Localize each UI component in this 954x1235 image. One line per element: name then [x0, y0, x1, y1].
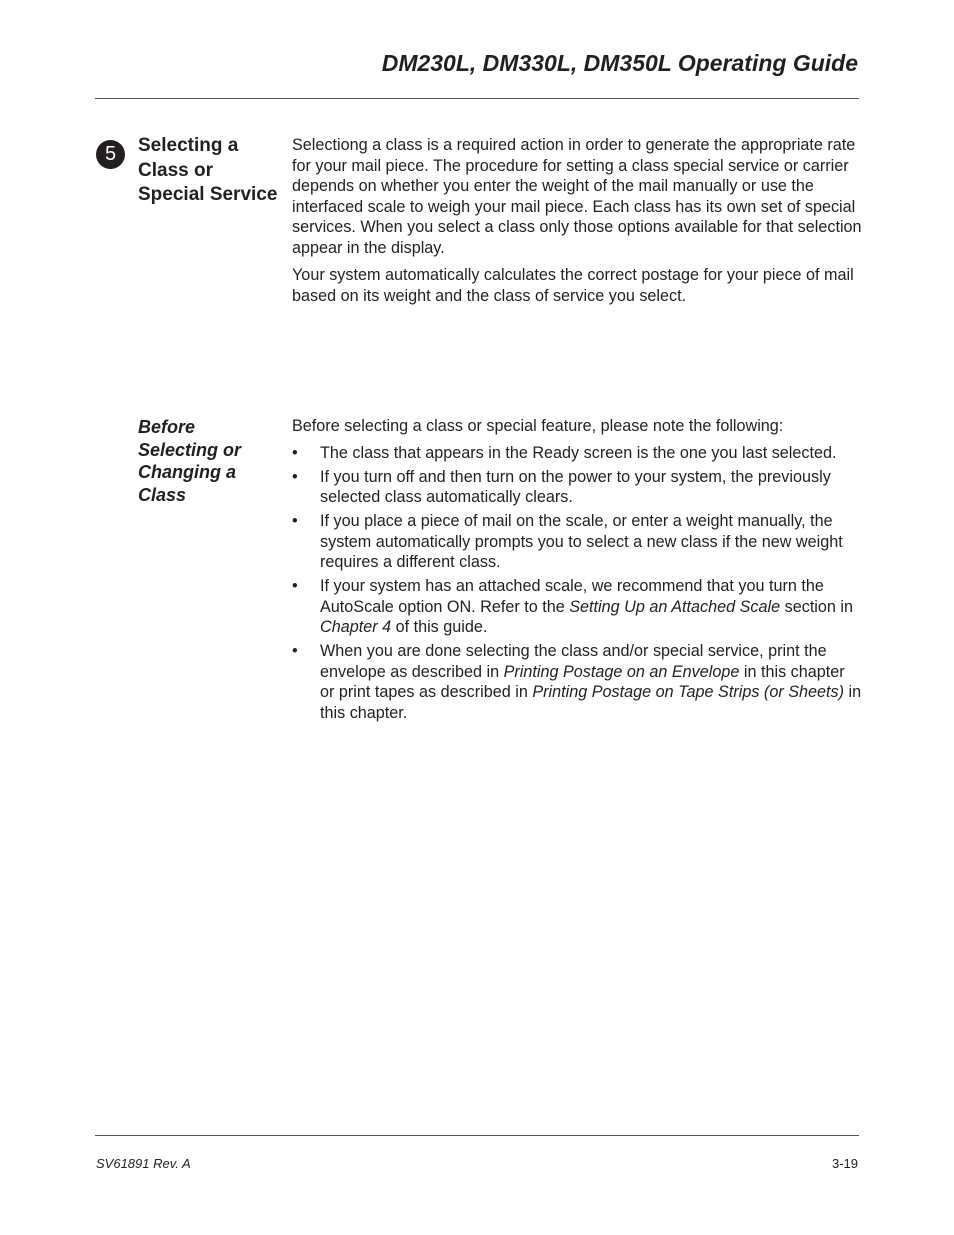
- bullet: •: [292, 512, 298, 530]
- text-run: in this chapter.: [320, 683, 862, 722]
- cross-reference: Setting Up an Attached Scale: [569, 597, 781, 616]
- text-run: in this chapter or print tapes as described in: [320, 662, 845, 701]
- bullet: •: [292, 443, 298, 462]
- cross-reference: Printing Postage on an Envelope: [503, 662, 740, 681]
- text-run: If your system has an attached scale, we recommend that you turn the AutoScale option ON. Refer to the: [320, 577, 824, 616]
- bullet: •: [292, 642, 298, 660]
- intro-paragraph: Selectiong a class is a required action in order to generate the appropriate rate for your mail piece. The procedure for setting a class special service or carrier depends on whether you enter the weight of the mail manually or use the interfaced scale to weigh your mail piece. Each class has its own set of special services. When you select a class only those options available for that selection appear in the display.: [292, 136, 862, 257]
- list-item-text: [320, 577, 853, 636]
- bullet: •: [292, 467, 298, 486]
- list-item-text: [320, 642, 861, 722]
- list-item-text: If you place a piece of mail on the scale, or enter a weight manually, the system automatically prompts you to select a new class if the new weight requires a different class.: [320, 512, 843, 571]
- notes-block: [292, 416, 862, 727]
- text-run: section in: [780, 597, 854, 616]
- page-header-title: DM230L, DM330L, DM350L Operating Guide: [381, 50, 858, 76]
- footer-divider: [95, 1135, 859, 1136]
- list-item: [292, 467, 862, 508]
- intro-paragraph: Your system automatically calculates the correct postage for your piece of mail based on its weight and the class of service you select.: [292, 266, 854, 305]
- footer-page-number: 3-19: [831, 1156, 858, 1171]
- subsection-heading: Before Selecting or Changing a Class: [138, 417, 242, 505]
- footer-doc-id: SV61891 Rev. A: [96, 1156, 191, 1171]
- list-item: [292, 443, 862, 464]
- cross-reference: Printing Postage on Tape Strips (or Sheets): [532, 683, 844, 701]
- list-item-text: The class that appears in the Ready screen is the one you last selected.: [320, 443, 837, 462]
- header-divider: [95, 98, 859, 99]
- bullet: •: [292, 577, 298, 595]
- section-intro: [292, 135, 862, 313]
- text-run: of this guide.: [391, 618, 488, 636]
- notes-lead: Before selecting a class or special feature, please note the following:: [292, 417, 784, 435]
- list-item: [292, 641, 862, 723]
- list-item: [292, 576, 862, 638]
- section-heading: Selecting a Class or Special Service: [138, 135, 278, 205]
- notes-list: [292, 443, 862, 724]
- list-item-text: If you turn off and then turn on the power to your system, the previously selected class automatically clears.: [320, 467, 831, 506]
- list-item: [292, 511, 862, 573]
- cross-reference: Chapter 4: [320, 618, 392, 636]
- text-run: When you are done selecting the class and/or special service, print the envelope as described in: [320, 642, 827, 681]
- step-number-badge: 5: [96, 140, 125, 169]
